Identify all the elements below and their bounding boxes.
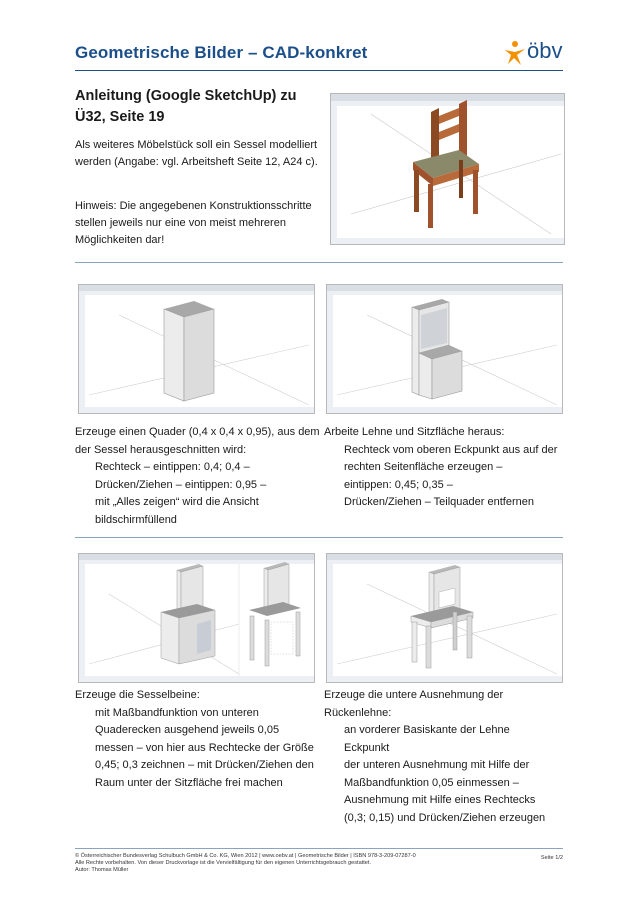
step3-line: Quaderecken ausgehend jeweils 0,05 <box>95 724 280 736</box>
step4-line: an vorderer Basiskante der Lehne Eckpunkt <box>344 724 510 754</box>
step3-caption <box>75 687 320 792</box>
screenshot-step4-back-cutout <box>326 553 563 683</box>
step4-line: Ausnehmung mit Hilfe eines Rechtecks <box>344 794 536 806</box>
screenshot-finished-chair <box>330 93 565 245</box>
step4-line: (0,3; 0,15) und Drücken/Ziehen erzeugen <box>344 811 546 824</box>
step1-line: Rechteck – eintippen: 0,4; 0,4 – <box>95 461 250 473</box>
screenshot-step2-backrest <box>326 284 563 414</box>
footer-rights: Alle Rechte vorbehalten. Von dieser Druckvorlage ist die Vervielfältigung für den eigenen Unterrichtsgebrauch gestattet. <box>75 860 372 866</box>
screenshot-step1-cuboid <box>78 284 315 414</box>
step1-caption <box>75 424 320 529</box>
step4-caption <box>324 687 554 827</box>
footer-author: Autor: Thomas Müller <box>75 867 129 873</box>
oebv-figure-icon <box>503 40 527 66</box>
step1-lead: Erzeuge einen Quader (0,4 x 0,4 x 0,95), aus dem der Sessel herausgeschnitten wird: <box>75 426 320 456</box>
page-number: Seite 1/2 <box>540 855 563 861</box>
step1-line: Drücken/Ziehen – eintippen: 0,95 – <box>95 478 267 491</box>
step4-lead: Erzeuge die untere Ausnehmung der Rückenlehne: <box>324 689 504 719</box>
step3-line: 0,45; 0,3 zeichnen – mit Drücken/Ziehen den <box>95 759 314 771</box>
step4-line: Maßbandfunktion 0,05 einmessen – <box>344 776 519 789</box>
footer-rule <box>75 848 563 849</box>
screenshot-step3-legs <box>78 553 315 683</box>
oebv-logo <box>503 40 567 66</box>
footer-copyright: © Österreichischer Bundesverlag Schulbuch GmbH & Co. KG, Wien 2012 | www.oebv.at | Geometrische Bilder | ISBN 978-3-209-07287-0 <box>75 853 416 859</box>
step3-lead: Erzeuge die Sesselbeine: <box>75 689 200 701</box>
step4-line: der unteren Ausnehmung mit Hilfe der <box>344 759 530 771</box>
step3-line: mit Maßbandfunktion von unteren <box>95 706 259 719</box>
header-rule <box>75 70 563 71</box>
step3-line: Raum unter der Sitzfläche frei machen <box>95 776 283 789</box>
divider-2 <box>75 537 563 538</box>
page-header-title: Geometrische Bilder – CAD-konkret <box>75 43 368 62</box>
step1-line: bildschirmfüllend <box>95 513 177 526</box>
hint-paragraph: Hinweis: Die angegebenen Konstruktionsschritte stellen jeweils nur eine von meist mehreren Möglichkeiten dar! <box>75 200 312 246</box>
step2-line: rechten Seitenfläche erzeugen – <box>344 461 503 473</box>
divider-1 <box>75 262 563 263</box>
step2-lead: Arbeite Lehne und Sitzfläche heraus: <box>324 426 505 438</box>
step3-line: messen – von hier aus Rechtecke der Größe <box>95 741 314 754</box>
step1-line: mit „Alles zeigen“ wird die Ansicht <box>95 496 259 508</box>
intro-paragraph: Als weiteres Möbelstück soll ein Sessel modelliert werden (Angabe: vgl. Arbeitsheft Seite 12, A24 c). <box>75 139 318 168</box>
step2-line: Rechteck vom oberen Eckpunkt aus auf der <box>344 443 558 456</box>
step2-line: Drücken/Ziehen – Teilquader entfernen <box>344 496 534 508</box>
section-heading: Anleitung (Google SketchUp) zu Ü32, Seite 19 <box>75 88 297 125</box>
step2-line: eintippen: 0,45; 0,35 – <box>344 478 453 491</box>
step2-caption <box>324 424 569 512</box>
oebv-logo-text: öbv <box>527 38 563 63</box>
